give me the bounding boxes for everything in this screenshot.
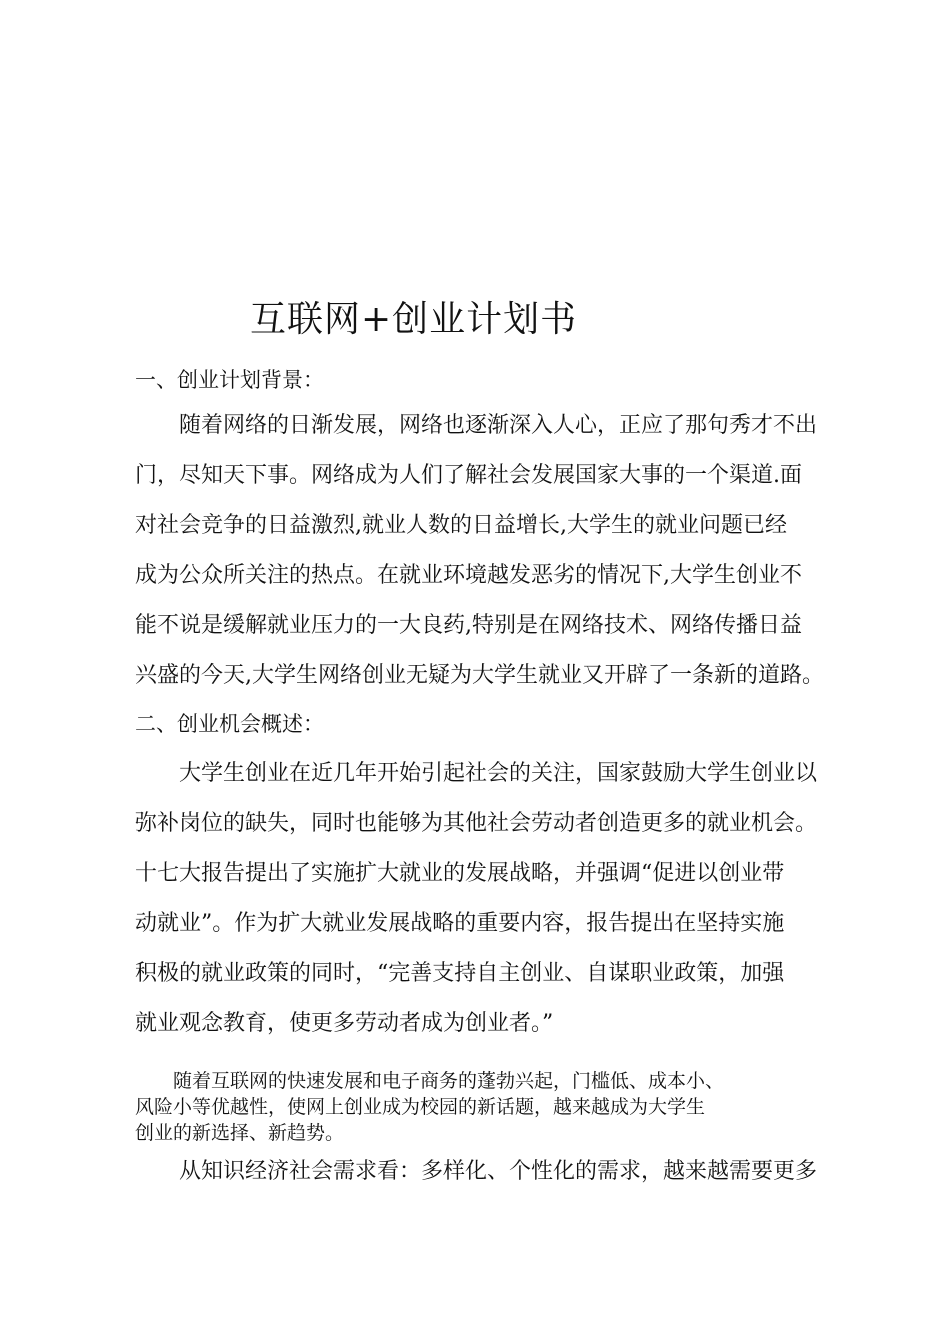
- body-line: 门，尽知天下事。网络成为人们了解社会发展国家大事的一个渠道.面: [135, 463, 802, 488]
- body-line: 积极的就业政策的同时，“完善支持自主创业、自谋职业政策，加强: [135, 961, 785, 986]
- body-line: 对社会竞争的日益激烈,就业人数的日益增长,大学生的就业问题已经: [135, 513, 787, 538]
- section-heading-background: 一、创业计划背景：: [135, 368, 324, 392]
- body-line: 随着网络的日渐发展，网络也逐渐深入人心，正应了那句秀才不出: [135, 413, 818, 438]
- document-title: 互联网+创业计划书: [250, 299, 578, 340]
- body-line: 兴盛的今天,大学生网络创业无疑为大学生就业又开辟了一条新的道路。: [135, 663, 824, 688]
- body-line: 从知识经济社会需求看：多样化、个性化的需求，越来越需要更多: [135, 1159, 818, 1184]
- body-line: 成为公众所关注的热点。在就业环境越发恶劣的情况下,大学生创业不: [135, 563, 802, 588]
- body-line: 动就业”。作为扩大就业发展战略的重要内容，报告提出在坚持实施: [135, 911, 785, 936]
- body-line: 创业的新选择、新趋势。: [135, 1122, 345, 1144]
- body-line: 能不说是缓解就业压力的一大良药,特别是在网络技术、网络传播日益: [135, 613, 802, 638]
- body-line: 风险小等优越性，使网上创业成为校园的新话题，越来越成为大学生: [135, 1096, 706, 1118]
- body-line: 弥补岗位的缺失，同时也能够为其他社会劳动者创造更多的就业机会。: [135, 811, 818, 836]
- body-line: 大学生创业在近几年开始引起社会的关注，国家鼓励大学生创业以: [135, 761, 818, 786]
- section-heading-opportunity: 二、创业机会概述：: [135, 712, 324, 736]
- body-line: 十七大报告提出了实施扩大就业的发展战略，并强调“促进以创业带: [135, 861, 785, 886]
- body-line: 就业观念教育，使更多劳动者成为创业者。”: [135, 1011, 554, 1036]
- body-line: 随着互联网的快速发展和电子商务的蓬勃兴起，门槛低、成本小、: [135, 1070, 725, 1092]
